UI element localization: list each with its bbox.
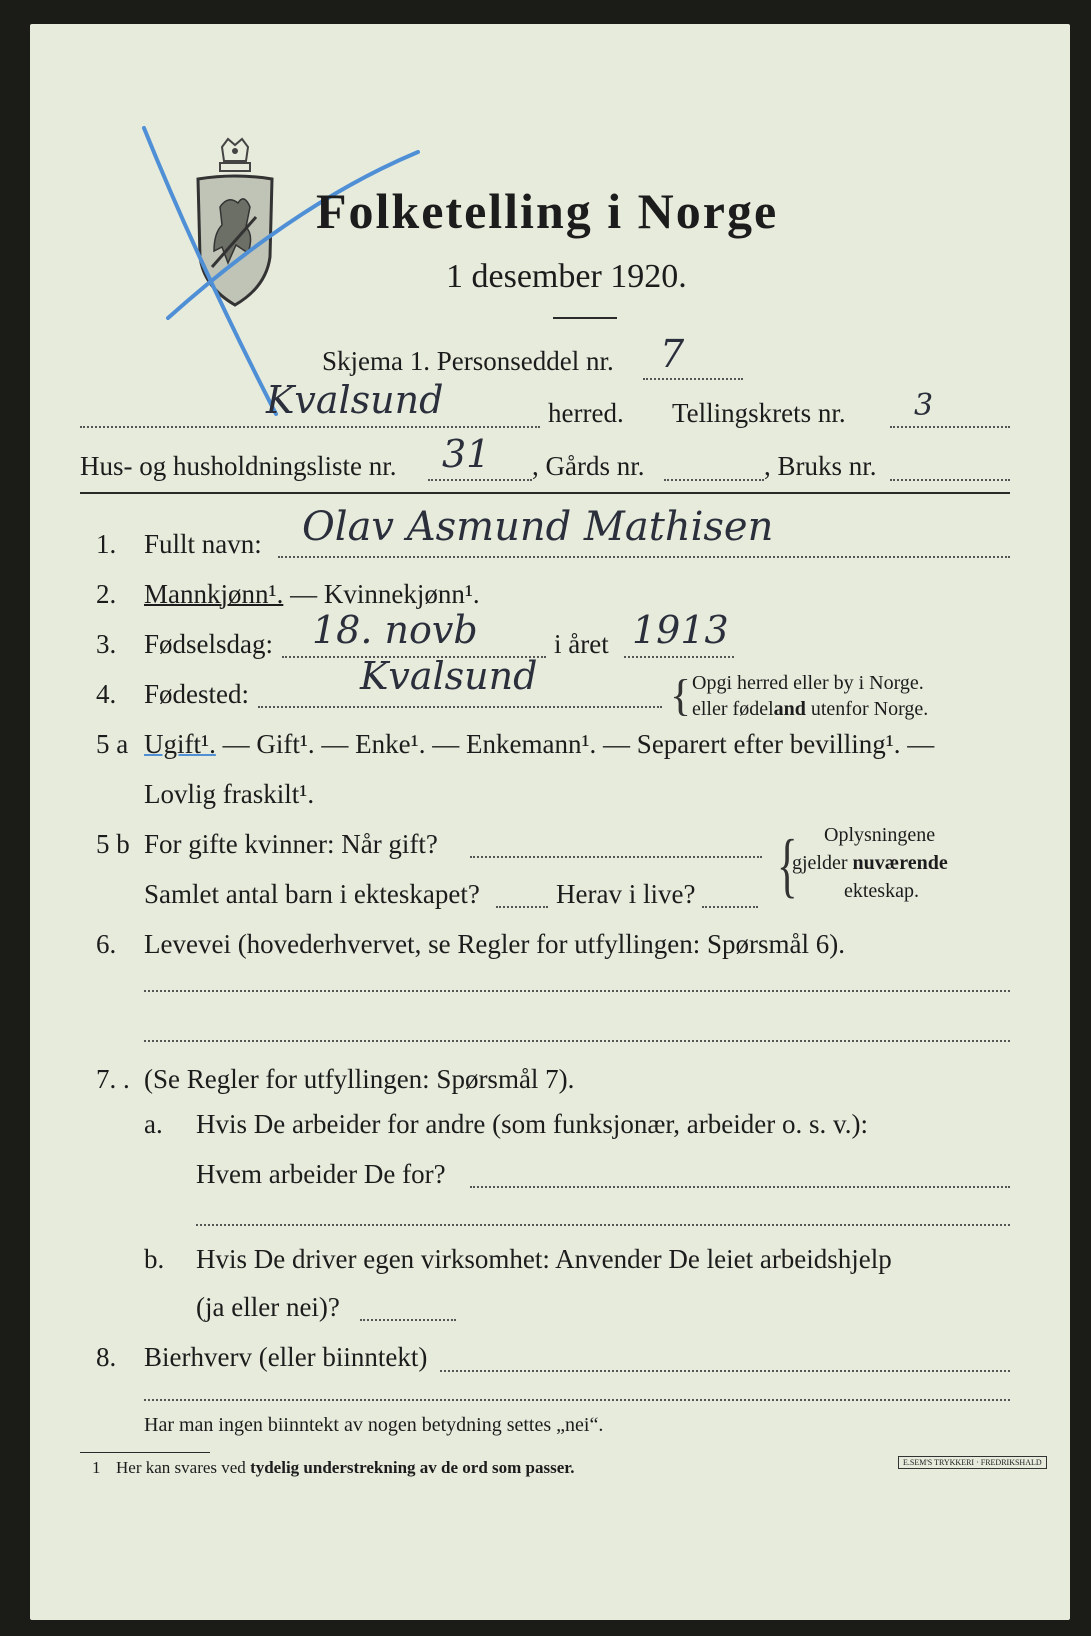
krets-value[interactable]: 3: [914, 388, 934, 423]
birthplace-value[interactable]: Kvalsund: [360, 654, 538, 698]
pencil-cross-mark: [138, 122, 438, 422]
header-rule: [80, 492, 1010, 494]
q7-label: (Se Regler for utfyllingen: Spørsmål 7).: [144, 1064, 575, 1094]
herred-value[interactable]: Kvalsund: [266, 378, 444, 422]
q3-number: 3.: [96, 629, 117, 659]
q5b-children-label: Samlet antal barn i ekteskapet?: [144, 879, 480, 909]
q6-number: 6.: [96, 929, 117, 959]
children-field[interactable]: [496, 906, 548, 908]
employer-field[interactable]: [470, 1186, 1010, 1188]
q7b-letter: b.: [144, 1244, 165, 1274]
q4-label: Fødested:: [144, 679, 249, 709]
schema-label: Skjema 1. Personseddel nr.: [322, 346, 614, 376]
birthday-value[interactable]: 18. novb: [312, 608, 478, 652]
employer-field-line2[interactable]: [196, 1224, 1010, 1226]
q8-label: Bierhverv (eller biinntekt): [144, 1342, 428, 1372]
year-label: i året: [554, 629, 609, 659]
liste-label: Hus- og husholdningsliste nr.: [80, 451, 397, 481]
bruks-field[interactable]: [890, 479, 1010, 481]
bruks-label: , Bruks nr.: [764, 451, 877, 481]
q5b-note-line1: Oplysningene: [824, 824, 936, 846]
q2-number: 2.: [96, 579, 117, 609]
q8-number: 8.: [96, 1342, 117, 1372]
footnote-text: Her kan svares ved tydelig understrekning av de ord som passer.: [116, 1458, 575, 1477]
option-lovlig-fraskilt[interactable]: Lovlig fraskilt¹.: [144, 779, 315, 809]
q1-label: Fullt navn:: [144, 529, 262, 559]
q7a-letter: a.: [144, 1109, 163, 1139]
gards-field[interactable]: [664, 479, 764, 481]
marital-options[interactable]: — Gift¹. — Enke¹. — Enkemann¹. — Separert efter bevilling¹. —: [215, 729, 935, 759]
q4-note-line1: Opgi herred eller by i Norge.: [692, 672, 924, 694]
married-date-field[interactable]: [470, 856, 762, 858]
option-male[interactable]: Mannkjønn¹.: [144, 579, 284, 609]
option-ugift[interactable]: Ugift¹.: [144, 729, 216, 759]
nei-note: Har man ingen biinntekt av nogen betydning settes „nei“.: [144, 1414, 604, 1436]
liste-value[interactable]: 31: [442, 432, 491, 476]
gards-label: , Gårds nr.: [532, 451, 645, 481]
title-divider: [553, 317, 617, 319]
q7a-text: Hvis De arbeider for andre (som funksjonær, arbeider o. s. v.):: [196, 1109, 868, 1139]
schema-number-value[interactable]: 7: [660, 332, 685, 376]
q7a-question: Hvem arbeider De for?: [196, 1159, 446, 1189]
census-form-sheet: Folketelling i Norge 1 desember 1920. Skjema 1. Personseddel nr. 7 Kvalsund herred. Tellingskrets nr. 3 Hus- og husholdningsliste nr. 31 , Gårds nr. , Bruks nr. 1. Fullt navn: Olav Asmund Mathisen 2. Mannkjønn¹. — Kvinnekjønn¹. 3. Fødselsdag: 18. novb i året 1913 4. Fødested: Kvalsund { Opgi herred eller by i Norge. eller fødeland utenfor Norge. 5 a Ugift¹. — Gift¹. — Enke¹. — Enkemann¹. — Separert efter bevilling¹. — Lovlig fraskilt¹. 5 b For gifte kvinner: Når gift? Samlet antal barn i ekteskapet? Herav i live? { Oplysningene gjelder nuværende ekteskap. 6. Levevei (hovederhvervet, se Regler for utfyllingen: Spørsmål 6). 7. . (Se Regler for utfyllingen: Spørsmål 7). a. Hvis De arbeider for andre (som funksjonær, arbeider o. s. v.): Hvem arbeider De for? b. Hvis De driver egen virksomhet: Anvender De leiet arbeidshjelp (ja eller nei)? 8. Bierhverv (eller biinntekt) Har man ingen biinntekt av nogen betydning settes „nei“. 1 Her kan svares ved tydelig understrekning av de ord som passer. E.SEM'S TRYKKERI · FREDRIKSHALD: [30, 24, 1070, 1620]
alive-field[interactable]: [702, 906, 758, 908]
q5b-alive-label: Herav i live?: [556, 879, 696, 909]
footnote-marker: 1: [92, 1458, 101, 1477]
printer-stamp: E.SEM'S TRYKKERI · FREDRIKSHALD: [898, 1456, 1047, 1469]
q5b-number: 5 b: [96, 829, 130, 859]
occupation-field-line1[interactable]: [144, 990, 1010, 992]
herred-label: herred.: [548, 398, 624, 428]
side-income-field-line2[interactable]: [144, 1399, 1010, 1401]
hired-help-field[interactable]: [360, 1319, 456, 1321]
q7b-question: (ja eller nei)?: [196, 1292, 340, 1322]
krets-label: Tellingskrets nr.: [672, 398, 846, 428]
q7b-text: Hvis De driver egen virksomhet: Anvender De leiet arbeidshjelp: [196, 1244, 892, 1274]
q5b-note-line3: ekteskap.: [844, 880, 919, 902]
birth-year-value[interactable]: 1913: [632, 608, 729, 652]
form-title: Folketelling i Norge: [316, 183, 779, 239]
q1-number: 1.: [96, 529, 117, 559]
occupation-field-line2[interactable]: [144, 1040, 1010, 1042]
form-date: 1 desember 1920.: [446, 258, 687, 295]
q3-label: Fødselsdag:: [144, 629, 274, 659]
q7-number: 7. .: [96, 1064, 130, 1094]
side-income-field[interactable]: [440, 1370, 1010, 1372]
q5a-number: 5 a: [96, 729, 129, 759]
q5b-married-label: For gifte kvinner: Når gift?: [144, 829, 438, 859]
option-female[interactable]: Kvinnekjønn¹.: [323, 579, 480, 609]
full-name-value[interactable]: Olav Asmund Mathisen: [302, 504, 774, 550]
q6-label: Levevei (hovederhvervet, se Regler for utfyllingen: Spørsmål 6).: [144, 929, 846, 959]
q4-number: 4.: [96, 679, 117, 709]
